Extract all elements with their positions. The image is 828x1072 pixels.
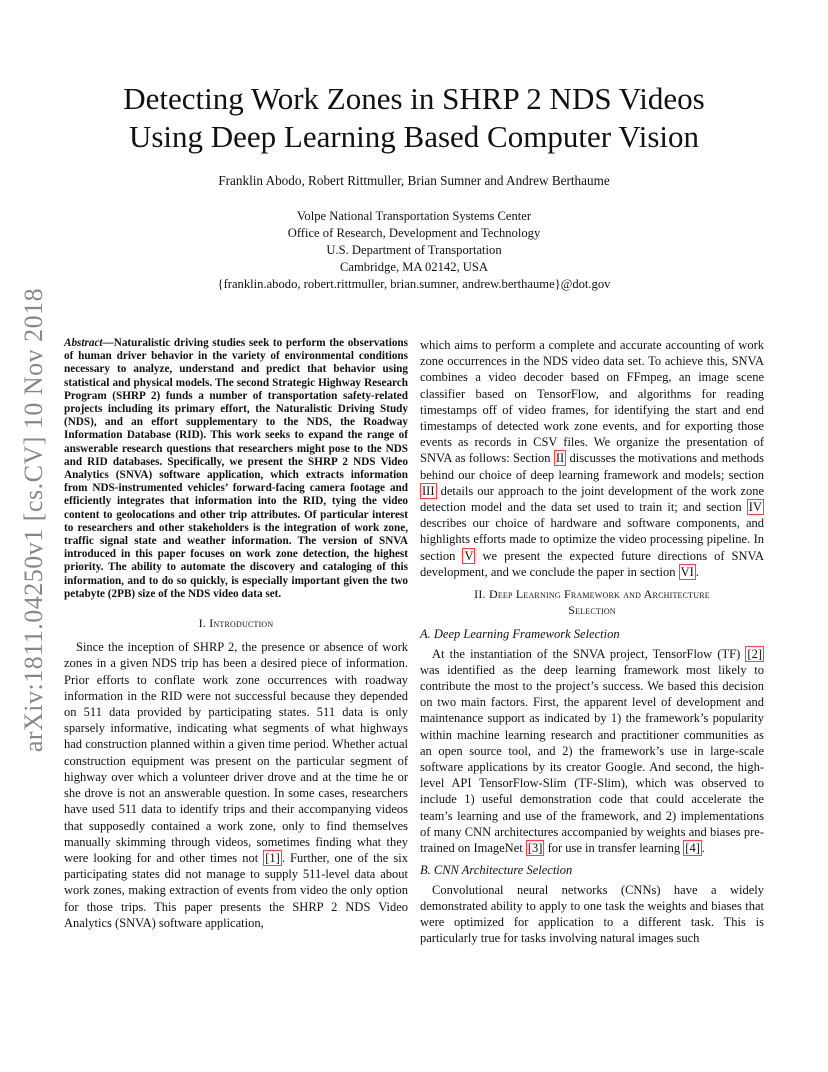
cnn-selection-paragraph: Convolutional neural networks (CNNs) have a widely demonstrated ability to apply to one task the weights and biases that were optimized for application to a different task. This is particularly true for tasks involving natural images such (420, 882, 764, 946)
section-number: I. (198, 616, 210, 631)
authors: Franklin Abodo, Robert Rittmuller, Brian Sumner and Andrew Berthaume (218, 173, 610, 188)
text-run: details our approach to the joint development of the work zone detection model and the data set used to train it; and section (420, 483, 764, 515)
subsection-heading-cnn-selection: B. CNN Architecture Selection (420, 863, 573, 878)
section-link-iv[interactable]: IV (748, 500, 762, 515)
section-number: II. (474, 587, 489, 602)
text-run: At the instantiation of the SNVA project, TensorFlow (TF) (432, 646, 746, 661)
intro-continuation-paragraph (420, 337, 764, 580)
framework-selection-paragraph (420, 646, 764, 857)
affiliation-line: Office of Research, Development and Technology (287, 226, 541, 240)
title-line-1: Detecting Work Zones in SHRP 2 NDS Videos (123, 81, 705, 116)
arxiv-sidebar (4, 270, 64, 770)
text-run: describes our choice of hardware and software components, and highlights efforts made to optimize the video processing pipeline. In section (420, 516, 764, 563)
abstract-text: —Naturalistic driving studies seek to perform the observations of human driver behavior in the variety of environmental conditions necessary to analyze, understand and predict that behavior using statistical and physical models. The second Strategic Highway Research Program (SHRP 2) funds a number of transportation safety-related projects including its primary effort, the Naturalistic Driving Study (NDS), and an effort supplementary to the NDS, the Roadway Information Database (RID). This work seeks to expand the range of answerable research questions that researchers might pose to the NDS and RID databases. Specifically, we present the SHRP 2 NDS Video Analytics (SNVA) software application, which extracts information from NDS-instrumented vehicles’ forward-facing camera footage and efficiently integrates that information into the RID, tying the video content to geolocations and other trip attributes. Of particular interest to researchers and other stakeholders is the integration of work zone, traffic signal state and weather information. The version of SNVA introduced in this paper focuses on work zone detection, the highest priority. The ability to automate the discovery and cataloging of this information, and to do so quickly, is especially important given the two petabyte (2PB) size of the NDS video data set. (64, 337, 408, 600)
section-heading-introduction (64, 615, 408, 631)
text-run: . (701, 841, 705, 856)
abstract-lead: Abstract (64, 337, 103, 349)
section-title: Deep Learning Framework and Architecture (488, 587, 710, 602)
text-run: . Further, one of the six participating states did not manage to supply 511-level data about work zones, making extraction of events from video the only option for those trips. This paper presents the SHRP 2 NDS Video Analytics (SNVA) software application, (64, 850, 409, 930)
section-link-iii[interactable]: III (422, 483, 435, 498)
left-column (64, 337, 408, 931)
text-run: was identified as the deep learning framework most likely to contribute the most to the project’s success. We based this decision on two main factors. First, the apparent level of development and maintenance support as indicated by 1) the framework’s popularity within machine learning research and practitioner communities as an open source tool, and 2) the framework’s use in large-scale software applications by its creator Google. And second, the high-level API TensorFlow-Slim (TF-Slim), which was observed to include 1) useful demonstration code that could accelerate the team’s learning and use of the framework, and 2) implementations of many CNN architectures accompanied by weights and biases pre-trained on ImageNet (420, 662, 764, 856)
abstract (64, 337, 408, 601)
title-line-2: Using Deep Learning Based Computer Vision (128, 119, 700, 154)
intro-paragraph (64, 639, 408, 931)
section-title-cont: Selection (568, 603, 616, 618)
section-title: Introduction (209, 616, 274, 631)
right-column (420, 337, 764, 946)
section-link-ii[interactable]: II (555, 451, 565, 466)
text-run: which aims to perform a complete and accurate accounting of work zone occurrences in the NDS video data set. To achieve this, SNVA combines a video decoder based on FFmpeg, an image scene classifier based on TensorFlow, and algorithms for reading timestamps off of video frames, for identifying the start and end timestamps of detected work zone events, and for exporting those events as records in CSV files. We organize the presentation of SNVA as follows: Section (420, 338, 764, 466)
section-heading-framework (420, 586, 764, 618)
paper-title (60, 80, 768, 156)
affiliation-emails: {franklin.abodo, robert.rittmuller, brian.sumner, andrew.berthaume}@dot.gov (217, 277, 611, 291)
citation-link[interactable]: [2] (747, 646, 762, 661)
section-link-vi[interactable]: VI (680, 564, 694, 579)
citation-link[interactable]: [1] (265, 850, 280, 865)
text-run: discusses the motivations and methods behind our choice of deep learning framework and models; section (420, 451, 764, 482)
affiliation-line: U.S. Department of Transportation (326, 243, 502, 257)
subsection-heading-framework-selection: A. Deep Learning Framework Selection (420, 627, 620, 642)
text-run: we present the expected future directions of SNVA development, and we conclude the paper in section (420, 548, 764, 579)
arxiv-id: arXiv:1811.04250v1 [cs.CV] 10 Nov 2018 (19, 287, 48, 753)
section-link-v[interactable]: V (464, 548, 474, 563)
affiliation-line: Cambridge, MA 02142, USA (340, 260, 488, 274)
citation-link[interactable]: [4] (685, 841, 700, 856)
text-run: . (695, 564, 699, 579)
text-run: Since the inception of SHRP 2, the presence or absence of work zones in a given NDS trip has been a desired piece of information. Prior efforts to conflate work zone occurrences with roadway information in the RID were not successful because they depended on 511 data provided by participating states. 511 data is only sparsely informative, indicating what segments of what highways had construction planned within a given time period. Whether actual construction equipment was present on the particular segment of highway over which a volunteer driver drove and at the time he or she drove is not an answerable question. In some cases, researchers have used 511 data to identify trips and their accompanying videos that supposedly contained a work zone, only to find themselves manually skimming through videos, sometimes finding what they were looking for and other times not (64, 640, 408, 865)
text-run: for use in transfer learning (544, 841, 684, 856)
affiliation-line: Volpe National Transportation Systems Center (296, 209, 532, 223)
citation-link[interactable]: [3] (527, 841, 543, 856)
affiliation (60, 208, 768, 293)
